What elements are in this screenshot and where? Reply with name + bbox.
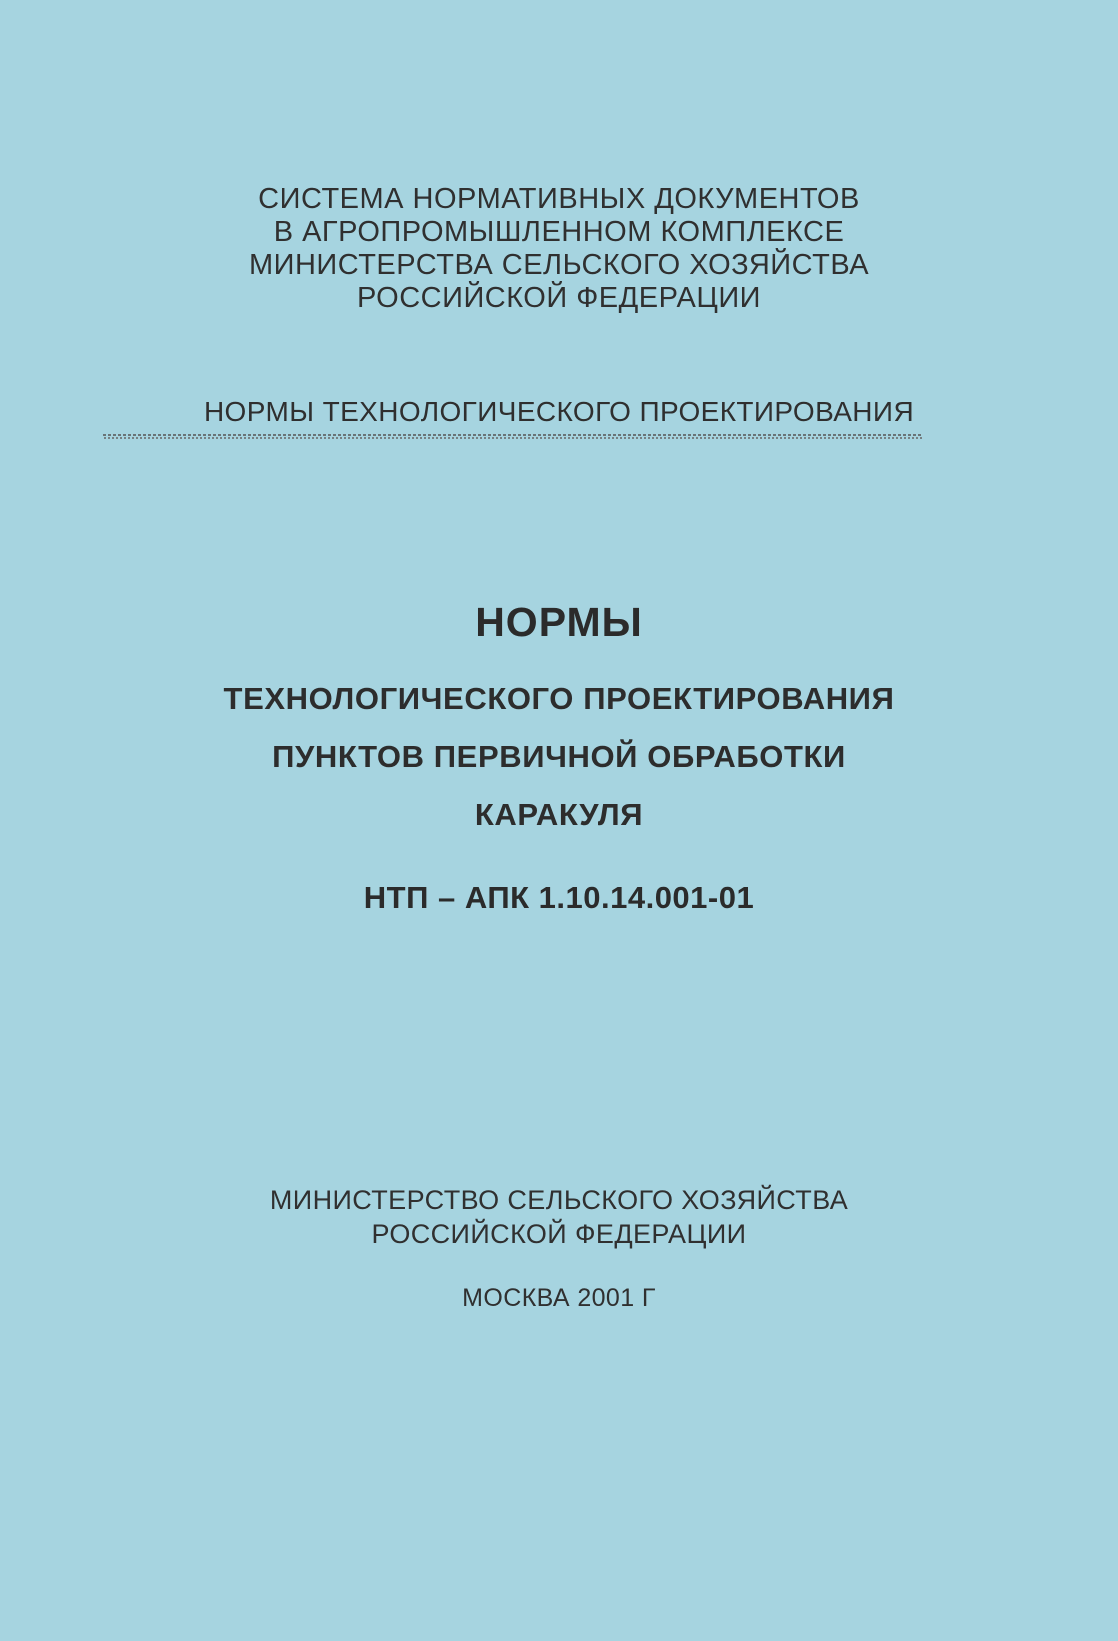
document-code: НТП – АПК 1.10.14.001-01 <box>363 880 755 915</box>
header-line: РОССИЙСКОЙ ФЕДЕРАЦИИ <box>356 282 762 314</box>
series-heading <box>0 396 1118 428</box>
header-line: В АГРОПРОМЫШЛЕННОМ КОМПЛЕКСЕ <box>273 216 845 248</box>
document-title-main: НОРМЫ <box>475 599 643 645</box>
header-line: МИНИСТЕРСТВА СЕЛЬСКОГО ХОЗЯЙСТВА <box>248 249 870 281</box>
header-line: СИСТЕМА НОРМАТИВНЫХ ДОКУМЕНТОВ <box>258 183 860 215</box>
publisher-line: РОССИЙСКОЙ ФЕДЕРАЦИИ <box>371 1219 747 1249</box>
title-line: ПУНКТОВ ПЕРВИЧНОЙ ОБРАБОТКИ <box>272 739 846 774</box>
publisher-line: МИНИСТЕРСТВО СЕЛЬСКОГО ХОЗЯЙСТВА <box>269 1185 849 1215</box>
issuing-system-header <box>0 183 1118 315</box>
title-line: КАРАКУЛЯ <box>474 797 644 832</box>
document-title-subtitle <box>0 670 1118 844</box>
series-label: НОРМЫ ТЕХНОЛОГИЧЕСКОГО ПРОЕКТИРОВАНИЯ <box>203 396 915 427</box>
dotted-divider <box>103 434 923 440</box>
publisher <box>0 1183 1118 1251</box>
place-and-year: МОСКВА 2001 Г <box>462 1284 656 1312</box>
title-line: ТЕХНОЛОГИЧЕСКОГО ПРОЕКТИРОВАНИЯ <box>223 681 895 716</box>
